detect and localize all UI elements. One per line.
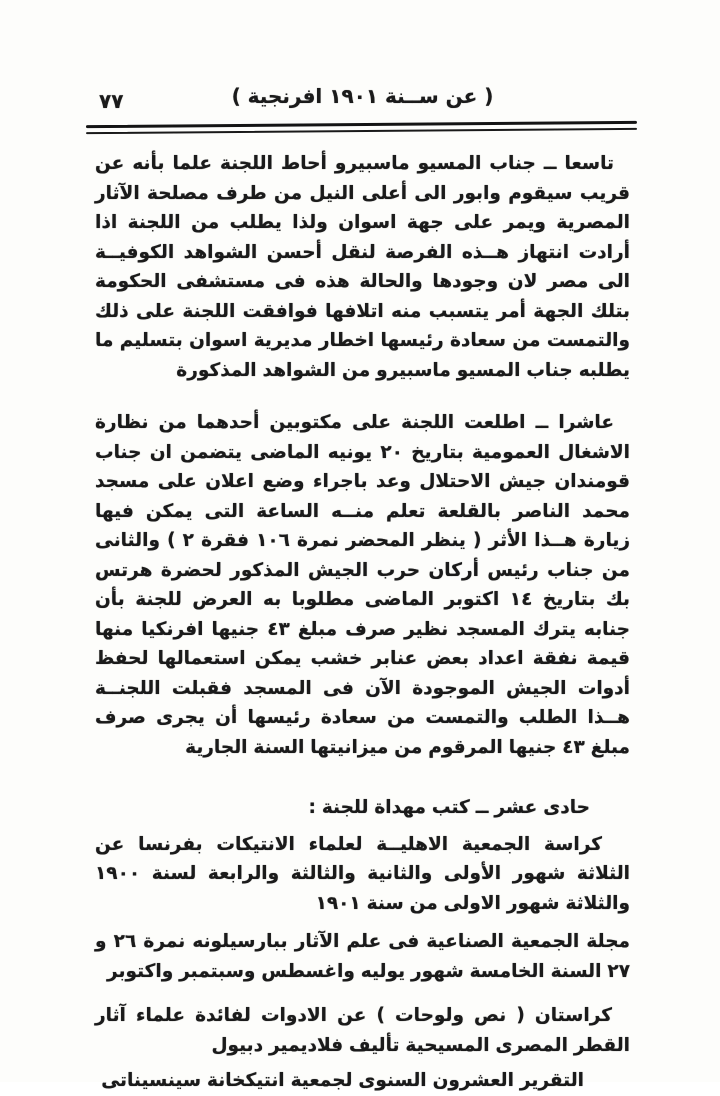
header-rule-thick-line [86,121,637,128]
document-body [95,149,630,1096]
header-rule-thin-line [86,128,637,134]
page-content [95,84,630,1096]
paragraph-clause-tenth: عاشرا ــ اطلعت اللجنة على مكتوبين أحدهما من نظارة الاشغال العمومية بتاريخ ٢٠ يونيه الماضى يتضمن ان جناب قومندان جيش الاحتلال وعد باجراء وضع اعلان على مسجد محمد الناصر بالقلعة تعلم منــه الساعة التى يمكن فيها زيارة هــذا الأثر ( ينظر المحضر نمرة ١٠٦ فقرة ٢ ) والثانى من جناب رئيس أركان حرب الجيش المذكور لحضرة هرتس بك بتاريخ ١٤ اكتوبر الماضى مطلوبا به العرض للجنة بأن جنابه يترك المسجد نظير صرف مبلغ ٤٣ جنيها افرنكيا منها قيمة نفقة اعداد بعض عنابر خشب يمكن استعمالها لحفظ أدوات الجيش الموجودة الآن فى المسجد فقبلت اللجنــة هــذا الطلب والتمست من سعادة رئيسها أن يجرى صرف مبلغ ٤٣ جنيها المرقوم من ميزانيتها السنة الجارية [95,412,631,758]
page-header [95,84,630,116]
section-heading-gifted-books: حادى عشر ــ كتب مهداة للجنة : [308,797,590,818]
gifted-book-item-3: كراستان ( نص ولوحات ) عن الادوات لفائدة علماء آثار القطر المصرى المسيحية تأليف فلاديمير دبيول [95,1005,630,1056]
gifted-book-item-4: التقرير العشرون السنوى لجمعية انتيكخانة سينسيناتى [101,1070,584,1091]
page-number: ٧٧ [99,89,124,113]
gifted-book-item-1: كراسة الجمعية الاهليــة لعلماء الانتيكات بفرنسا عن الثلاثة شهور الأولى والثانية والثالثة والرابعة لسنة ١٩٠٠ والثلاثة شهور الاولى من سنة ١٩٠١ [95,833,630,914]
paragraph-clause-ninth: تاسعا ــ جناب المسيو ماسبيرو أحاط اللجنة علما بأنه عن قريب سيقوم وابور الى أعلى النيل من طرف مصلحة الآثار المصرية ويمر على جهة اسوان ولذا يطلب من اللجنة اذا أرادت انتهاز هــذه الفرصة لنقل أحسن الشواهد الكوفيــة الى مصر لان وجودها والحالة هذه فى مستشفى الحكومة بتلك الجهة أمر يتسبب منه اتلافها فوافقت اللجنة على ذلك والتمست من سعادة رئيسها اخطار مديرية اسوان بتسليم ما يطلبه جناب المسيو ماسبيرو من الشواهد المذكورة [95,153,630,381]
page-title: ( عن ســنة ١٩٠١ افرنجية ) [231,84,494,108]
header-rule [86,121,637,134]
gifted-book-item-2: مجلة الجمعية الصناعية فى علم الآثار ببارسيلونه نمرة ٢٦ و ٢٧ السنة الخامسة شهور يوليه واغسطس وسبتمبر واكتوبر [95,931,630,982]
